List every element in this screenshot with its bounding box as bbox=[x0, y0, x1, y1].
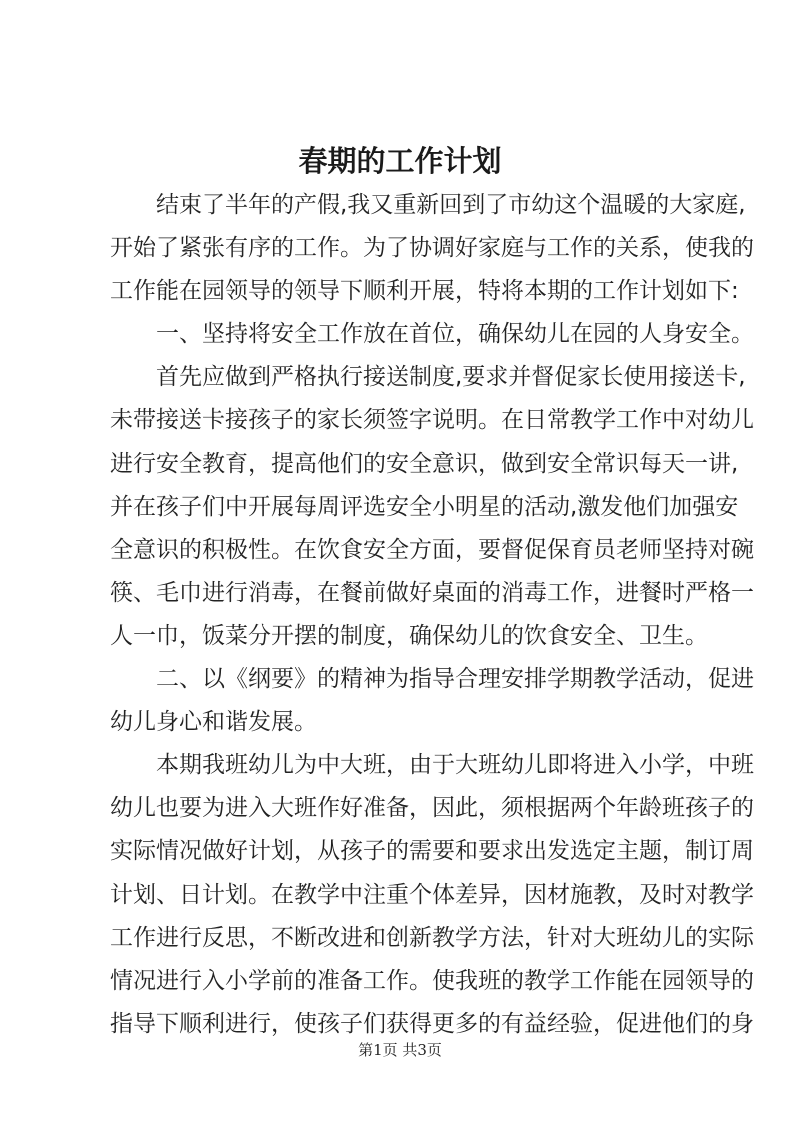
text-line: 筷、毛巾进行消毒，在餐前做好桌面的消毒工作，进餐时严格一 bbox=[110, 579, 754, 606]
text-line: 二、以《纲要》的精神为指导合理安排学期教学活动，促进 bbox=[156, 666, 754, 693]
text-line: 幼儿也要为进入大班作好准备，因此，须根据两个年龄班孩子的 bbox=[110, 795, 754, 822]
text-line: 首先应做到严格执行接送制度,要求并督促家长使用接送卡, bbox=[156, 364, 746, 391]
text-line: 并在孩子们中开展每周评选安全小明星的活动,激发他们加强安 bbox=[110, 493, 739, 520]
text-line: 工作进行反思，不断改进和创新教学方法，针对大班幼儿的实际 bbox=[110, 924, 754, 951]
text-line: 实际情况做好计划，从孩子的需要和要求出发选定主题，制订周 bbox=[110, 838, 754, 865]
text-line: 结束了半年的产假,我又重新回到了市幼这个温暖的大家庭, bbox=[156, 192, 746, 218]
document-title: 春期的工作计划 bbox=[298, 144, 502, 178]
page-footer: 第1页 共3页 bbox=[358, 1041, 442, 1059]
text-line: 本期我班幼儿为中大班，由于大班幼儿即将进入小学，中班 bbox=[156, 752, 754, 779]
text-line: 情况进行入小学前的准备工作。使我班的教学工作能在园领导的 bbox=[110, 967, 754, 994]
text-line: 计划、日计划。在教学中注重个体差异，因材施教，及时对教学 bbox=[110, 881, 754, 908]
text-line: 一、坚持将安全工作放在首位，确保幼儿在园的人身安全。 bbox=[156, 321, 754, 348]
text-line: 人一巾，饭菜分开摆的制度，确保幼儿的饮食安全、卫生。 bbox=[110, 622, 708, 649]
text-line: 进行安全教育，提高他们的安全意识，做到安全常识每天一讲, bbox=[110, 450, 739, 477]
text-line: 工作能在园领导的领导下顺利开展，特将本期的工作计划如下: bbox=[110, 278, 739, 305]
document-body bbox=[110, 184, 754, 1046]
text-line: 全意识的积极性。在饮食安全方面，要督促保育员老师坚持对碗 bbox=[110, 536, 754, 563]
text-line: 指导下顺利进行，使孩子们获得更多的有益经验，促进他们的身 bbox=[110, 1010, 754, 1037]
text-line: 幼儿身心和谐发展。 bbox=[110, 709, 317, 736]
text-line: 开始了紧张有序的工作。为了协调好家庭与工作的关系，使我的 bbox=[110, 235, 754, 262]
text-line: 未带接送卡接孩子的家长须签字说明。在日常教学工作中对幼儿 bbox=[110, 407, 754, 434]
